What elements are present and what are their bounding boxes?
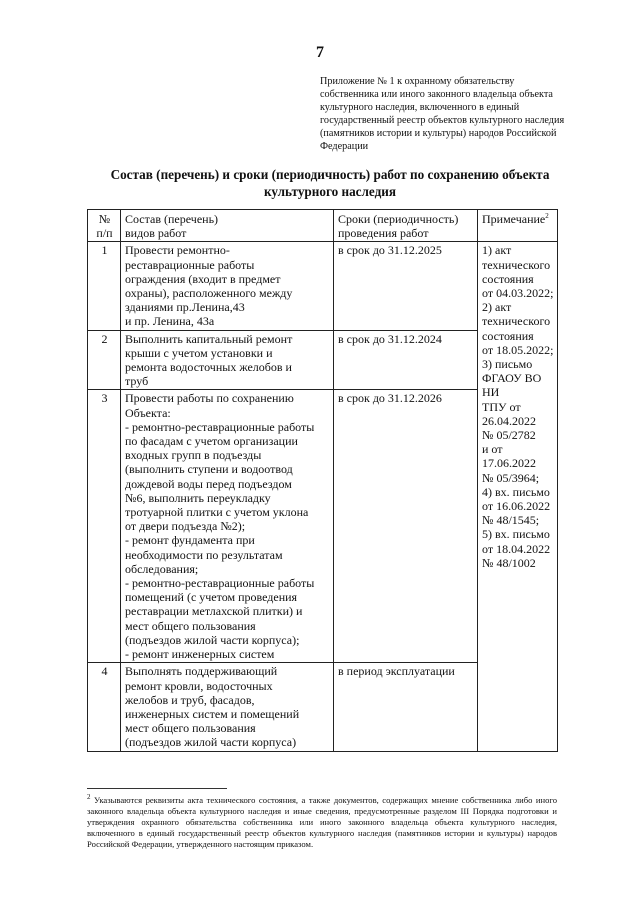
- row-num: 1: [88, 242, 121, 330]
- works-table: [87, 209, 558, 752]
- appendix-line: Федерации: [320, 140, 369, 152]
- row-works: Провести ремонтно- реставрационные работы ограждения (входит в предмет охраны), расположенного между зданиями пр.Ленина,43 и пр. Ленина, 43а: [121, 242, 334, 330]
- appendix-line: Приложение № 1 к охранному обязательству: [320, 76, 515, 87]
- row-num: 3: [88, 390, 121, 663]
- row-num: 4: [88, 663, 121, 751]
- footnote-divider: [87, 788, 227, 789]
- row-works: Выполнять поддерживающий ремонт кровли, водосточных желобов и труб, фасадов, инженерных систем и помещений мест общего пользования (подъездов жилой части корпуса): [121, 663, 334, 751]
- footnote-text: Указываются реквизиты акта технического состояния, а также документов, содержащих мнение собственника либо иного законного владельца объекта культурного наследия и иные сведения, предусмотренные разделом III Порядка подготовки и утверждения охранного обязательства собственника или иного законного владельца объекта культурного наследия, включенного в единый государственный реестр объектов культурного наследия (памятников истории и культуры) народов Российской Федерации, утвержденного настоящим приказом.: [87, 795, 557, 849]
- row-term: в срок до 31.12.2026: [334, 390, 478, 663]
- appendix-line: культурного наследия, включенного в единый: [320, 101, 520, 113]
- row-term: в срок до 31.12.2024: [334, 330, 478, 390]
- document-title: [110, 166, 550, 200]
- appendix-reference: [320, 76, 588, 153]
- row-term: в период эксплуатации: [334, 663, 478, 751]
- footnote-ref: 2: [545, 212, 549, 220]
- table-row: [88, 242, 558, 330]
- appendix-line: собственника или иного законного владельца объекта: [320, 88, 553, 100]
- title-line: Состав (перечень) и сроки (периодичность) работ по сохранению объекта: [110, 167, 550, 182]
- header-terms: Сроки (периодичность) проведения работ: [334, 210, 478, 242]
- table-header-row: [88, 210, 558, 242]
- page-number: 7: [316, 44, 324, 61]
- header-num: № п/п: [88, 210, 121, 242]
- appendix-line: государственный реестр объектов культурного наследия: [320, 114, 565, 126]
- header-note: Примечание$^2$: [478, 210, 558, 242]
- header-works: Состав (перечень) видов работ: [121, 210, 334, 242]
- row-works: Выполнить капитальный ремонт крыши с учетом установки и ремонта водосточных желобов и труб: [121, 330, 334, 390]
- note-cell: 1) акт технического состояния от 04.03.2022; 2) акт технического состояния от 18.05.2022; 3) письмо ФГАОУ ВО НИ ТПУ от 26.04.2022 № 05/2782 и от 17.06.2022 № 05/3964; 4) вх. письмо от 16.06.2022 № 48/1545; 5) вх. письмо от 18.04.2022 № 48/1002: [478, 242, 558, 751]
- row-works: Провести работы по сохранению Объекта: - ремонтно-реставрационные работы по фасадам с учетом организации входных групп в подъезды (выполнить ступени и водоотвод дождевой воды перед подъездом №6, выполнить переукладку тротуарной плитки с учетом уклона от двери подъезда №2); - ремонт фундамента при необходимости по результатам обследования; - ремонтно-реставрационные работы помещений (с учетом проведения реставрации метлахской плитки) и мест общего пользования (подъездов жилой части корпуса); - ремонт инженерных систем: [121, 390, 334, 663]
- footnote-marker: 2: [87, 793, 91, 802]
- row-num: 2: [88, 330, 121, 390]
- row-term: в срок до 31.12.2025: [334, 242, 478, 330]
- footnote: [87, 795, 557, 850]
- appendix-line: (памятников истории и культуры) народов Российской: [320, 127, 557, 139]
- title-line: культурного наследия: [263, 184, 397, 199]
